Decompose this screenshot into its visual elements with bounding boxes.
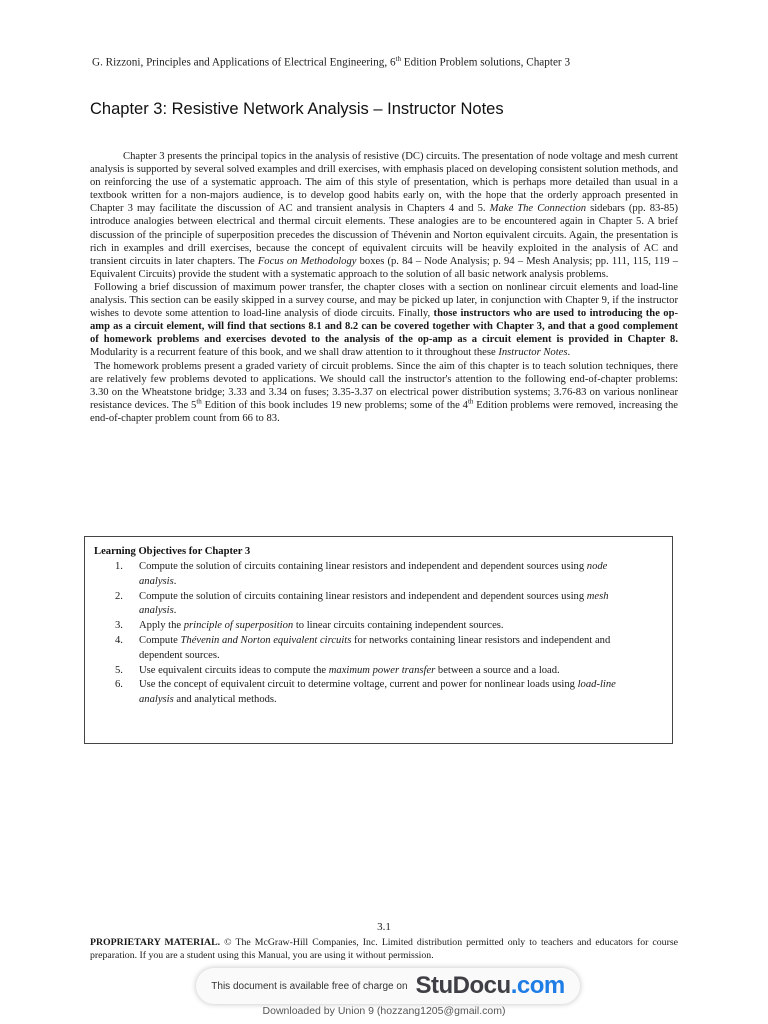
learning-objectives-list (107, 560, 647, 708)
page-number: 3.1 (377, 921, 391, 933)
body-text (90, 150, 678, 425)
proprietary-label: PROPRIETARY MATERIAL. (90, 937, 221, 948)
paragraph-3-text-b: Edition of this book includes 19 new problems; some of the 4 (201, 399, 468, 411)
studocu-logo-accent: .com (510, 972, 565, 999)
list-item (107, 619, 647, 634)
paragraph-3-text-c: Edition problems were removed, increasing the end-of-chapter problem count from 66 to 83. (90, 399, 678, 424)
list-item-text: Compute the solution of circuits containing linear resistors and independent and dependent sources using node analysis. (139, 561, 608, 587)
paragraph-3-text: The homework problems present a graded variety of circuit problems. Since the aim of this chapter is to teach solution techniques, there are relatively few problems devoted to applications. We should call the instructor's attention to the following end-of-chapter problems: 3.30 on the Wheatstone bridge; 3.33 and 3.34 on fuses; 3.35-3.37 on electrical power distribution systems; 3.76-83 on various nonlinear resistance devices. The 5 (90, 360, 678, 411)
list-item (107, 590, 647, 620)
list-item (107, 560, 647, 590)
learning-objectives-box (84, 536, 673, 744)
paragraph-1 (90, 150, 678, 281)
paragraph-2-italic-instructor-notes: Instructor Notes (498, 347, 568, 359)
list-item-text: Use equivalent circuits ideas to compute the maximum power transfer between a source and a load. (139, 664, 560, 676)
download-note: Downloaded by Union 9 (hozzang1205@gmail.com) (262, 1005, 506, 1017)
paragraph-1-italic-focus-on-methodology: Focus on Methodology (257, 255, 357, 267)
running-head-text: G. Rizzoni, Principles and Applications of Electrical Engineering, 6 (92, 56, 396, 69)
list-item-text: Use the concept of equivalent circuit to determine voltage, current and power for nonlinear loads using load-line analysis and analytical methods. (139, 679, 616, 706)
paragraph-1-text: Chapter 3 presents the principal topics in the analysis of resistive (DC) circuits. The presentation of node voltage and mesh current analysis is supported by several solved examples and drill exercises, with emphasis placed on developing consistent solution methods, and on reinforcing the use of a systematic approach. The aim of this style of presentation, which is perhaps more detailed than usual in a textbook written for a non-majors audience, is to develop good habits early on, with the hope that the orderly approach presented in Chapter 3 may facilitate the discussion of AC and transient analysis in Chapters 4 and 5. (90, 151, 678, 215)
chapter-title: Chapter 3: Resistive Network Analysis – Instructor Notes (90, 100, 504, 118)
list-item-number: 2. (115, 590, 123, 602)
paragraph-1-italic-make-the-connection: Make The Connection (489, 203, 587, 215)
list-item-text: Apply the principle of superposition to linear circuits containing independent sources. (139, 620, 504, 632)
paragraph-3-superscript-1: th (196, 397, 202, 406)
studocu-logo-main: StuDocu (415, 972, 511, 999)
list-item-text: Compute the solution of circuits containing linear resistors and independent and dependent sources using mesh analysis. (139, 590, 609, 617)
list-item-number: 4. (115, 634, 123, 646)
studocu-banner[interactable] (196, 968, 580, 1004)
paragraph-2-text: Following a brief discussion of maximum power transfer, the chapter closes with a section on nonlinear circuit elements and load-line analysis. This section can be easily skipped in a survey course, and may be picked up later, in conjunction with Chapter 9, if the instructor wishes to devote some attention to load-line analysis of diode circuits. Finally, (90, 281, 678, 320)
proprietary-notice (90, 937, 678, 962)
list-item (107, 678, 647, 708)
list-item (107, 634, 647, 664)
list-item-number: 3. (115, 620, 123, 632)
running-head (92, 55, 682, 69)
paragraph-2-text-d: . (567, 347, 571, 359)
paragraph-1-text-b: sidebars (pp. 83-85) introduce analogies between electrical and thermal circuit elements. These analogies are to be encountered again in Chapter 5. A brief discussion of the principle of superposition precedes the discussion of Thévenin and Norton equivalent circuits. Again, the presentation is rich in examples and drill exercises, because the concept of equivalent circuits will be heavily exploited in the analysis of AC and transient circuits in later chapters. The (90, 203, 678, 267)
paragraph-3 (90, 360, 678, 425)
list-item-text: Compute Thévenin and Norton equivalent circuits for networks containing linear resistors and independent and dependent sources. (139, 634, 611, 661)
paragraph-2 (90, 281, 678, 360)
paragraph-2-text-c: Modularity is a recurrent feature of this book, and we shall draw attention to it throughout these (90, 347, 499, 359)
learning-objectives-title: Learning Objectives for Chapter 3 (94, 546, 251, 557)
proprietary-text: © The McGraw-Hill Companies, Inc. Limited distribution permitted only to teachers and educators for course preparation. If you are a student using this Manual, you are using it without permission. (90, 937, 678, 961)
running-head-superscript: th (395, 55, 401, 63)
running-head-text-end: Edition Problem solutions, Chapter 3 (401, 56, 571, 69)
studocu-logo[interactable] (416, 972, 565, 1000)
list-item (107, 664, 647, 679)
list-item-number: 1. (115, 561, 123, 572)
paragraph-1-text-c: boxes (p. 84 – Node Analysis; p. 94 – Mesh Analysis; pp. 111, 115, 119 – Equivalent Circuits) provide the student with a systematic approach to the solution of all basic network analysis problems. (90, 255, 678, 280)
paragraph-3-superscript-2: th (467, 397, 474, 406)
list-item-number: 5. (115, 664, 123, 676)
studocu-free-text: This document is available free of charge on (211, 980, 408, 992)
list-item-number: 6. (115, 679, 123, 691)
paragraph-2-bold: those instructors who are used to introducing the op-amp as a circuit element, will find that sections 8.1 and 8.2 can be covered together with Chapter 3, and that a good complement of homework problems and exercises devoted to the analysis of the op-amp as a circuit element is provided in Chapter 8. (90, 308, 678, 346)
